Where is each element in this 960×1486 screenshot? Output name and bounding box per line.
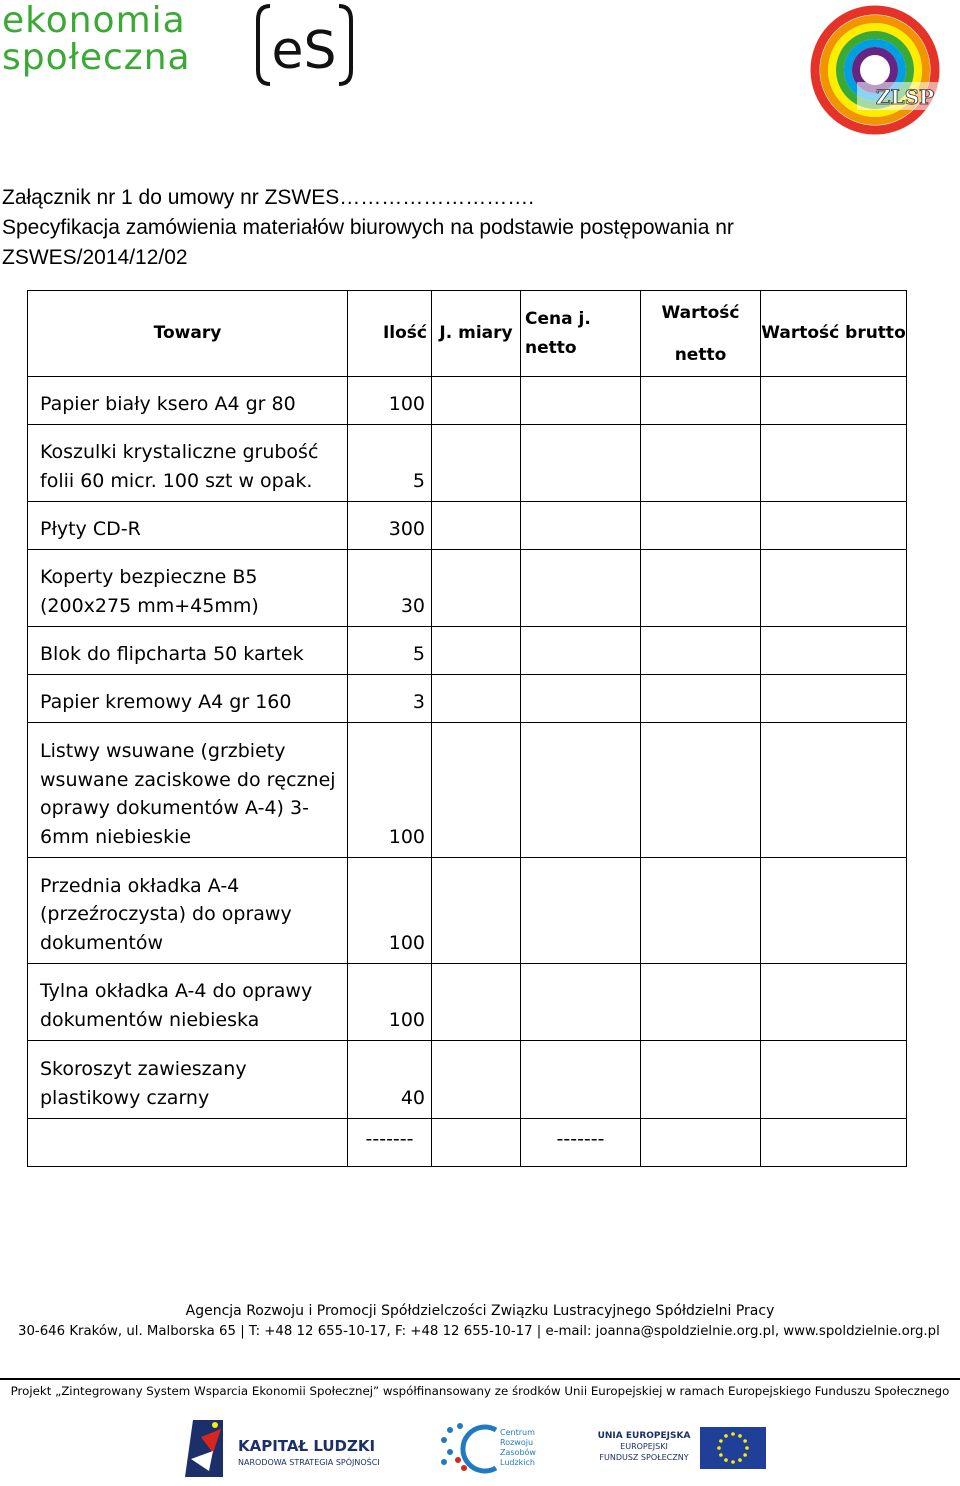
total-dash-cena: -------: [521, 1119, 641, 1167]
specification-table: [27, 290, 907, 1167]
total-cell-name: [28, 1119, 348, 1167]
item-unit-price: [521, 627, 641, 675]
item-unit-price: [521, 550, 641, 627]
kl-line2: NARODOWA STRATEGIA SPÓJNOŚCI: [238, 1458, 380, 1467]
item-name: Koszulki krystaliczne grubość folii 60 micr. 100 szt w opak.: [28, 425, 348, 502]
table-row: [28, 858, 907, 964]
header-wartosc-netto-line1: Wartość: [661, 302, 740, 323]
item-unit: [432, 964, 521, 1041]
header-ilosc: Ilość: [348, 291, 432, 377]
es-mark-icon: [252, 0, 357, 90]
kl-line1: KAPITAŁ LUDZKI: [238, 1437, 376, 1455]
item-quantity: 5: [348, 627, 432, 675]
item-unit-price: [521, 502, 641, 550]
table-row: [28, 675, 907, 723]
eu-star-icon: [738, 1458, 742, 1462]
table-row: [28, 502, 907, 550]
item-unit: [432, 858, 521, 964]
eu-star-icon: [743, 1453, 747, 1457]
item-net-value: [641, 550, 761, 627]
ue-1: UNIA EUROPEJSKA: [598, 1431, 691, 1441]
item-unit: [432, 377, 521, 425]
item-unit: [432, 675, 521, 723]
item-net-value: [641, 377, 761, 425]
item-quantity: 30: [348, 550, 432, 627]
item-gross-value: [761, 1041, 907, 1119]
footer-agency: Agencja Rozwoju i Promocji Spółdzielczości Związku Lustracyjnego Spółdzielni Pracy: [185, 1303, 775, 1319]
item-name: Papier kremowy A4 gr 160: [28, 675, 348, 723]
item-net-value: [641, 425, 761, 502]
eu-logo-icon: [598, 1425, 768, 1470]
item-gross-value: [761, 675, 907, 723]
table-row: [28, 723, 907, 858]
intro-text: [2, 183, 942, 273]
item-unit-price: [521, 377, 641, 425]
logo-line1: ekonomia: [2, 0, 186, 41]
total-dash-qty: -------: [348, 1119, 432, 1167]
item-net-value: [641, 502, 761, 550]
item-net-value: [641, 675, 761, 723]
footer-divider: [0, 1378, 960, 1380]
crzl-3: Zasobów: [500, 1448, 536, 1457]
item-quantity: 100: [348, 858, 432, 964]
item-name: Listwy wsuwane (grzbiety wsuwane zaciskowe do ręcznej oprawy dokumentów A-4) 3-6mm niebieskie: [28, 723, 348, 858]
item-quantity: 40: [348, 1041, 432, 1119]
logo-line2: społeczna: [2, 37, 191, 78]
item-quantity: 100: [348, 964, 432, 1041]
logo-wordmark: [2, 2, 191, 76]
header-wartosc-netto: [641, 291, 761, 377]
item-gross-value: [761, 502, 907, 550]
item-unit-price: [521, 425, 641, 502]
ue-2: EUROPEJSKI: [620, 1442, 668, 1451]
header-towary: Towary: [28, 291, 348, 377]
item-quantity: 5: [348, 425, 432, 502]
table-row: [28, 425, 907, 502]
total-cell-brutto: [761, 1119, 907, 1167]
item-unit-price: [521, 858, 641, 964]
item-gross-value: [761, 550, 907, 627]
crzl-logo-icon: [436, 1420, 546, 1475]
item-net-value: [641, 858, 761, 964]
item-net-value: [641, 627, 761, 675]
item-gross-value: [761, 377, 907, 425]
eu-star-icon: [731, 1460, 735, 1464]
item-name: Płyty CD-R: [28, 502, 348, 550]
crzl-1: Centrum: [500, 1428, 535, 1437]
table-row: [28, 550, 907, 627]
zlsp-logo-icon: [795, 2, 960, 142]
zlsp-text: ZLSP: [875, 85, 935, 109]
item-net-value: [641, 723, 761, 858]
total-cell-netto: [641, 1119, 761, 1167]
total-cell-jm: [432, 1119, 521, 1167]
eu-star-icon: [743, 1439, 747, 1443]
item-unit: [432, 1041, 521, 1119]
item-quantity: 3: [348, 675, 432, 723]
total-row: [28, 1119, 907, 1167]
item-unit-price: [521, 964, 641, 1041]
item-quantity: 300: [348, 502, 432, 550]
item-name: Papier biały ksero A4 gr 80: [28, 377, 348, 425]
item-name: Blok do flipcharta 50 kartek: [28, 627, 348, 675]
eu-star-icon: [745, 1446, 749, 1450]
table-header-row: [28, 291, 907, 377]
ue-3: FUNDUSZ SPOŁECZNY: [599, 1453, 689, 1462]
item-gross-value: [761, 964, 907, 1041]
eu-star-icon: [731, 1432, 735, 1436]
intro-line3: ZSWES/2014/12/02: [2, 246, 188, 269]
ekonomia-spoleczna-logo: [0, 0, 360, 95]
item-unit-price: [521, 1041, 641, 1119]
header-wartosc-netto-line2: netto: [674, 344, 727, 365]
item-quantity: 100: [348, 723, 432, 858]
header-cena: Cena j. netto: [521, 291, 641, 377]
item-unit: [432, 550, 521, 627]
crzl-4: Ludzkich: [500, 1458, 535, 1467]
item-unit: [432, 723, 521, 858]
item-gross-value: [761, 425, 907, 502]
eu-star-icon: [738, 1434, 742, 1438]
item-unit-price: [521, 723, 641, 858]
item-unit: [432, 627, 521, 675]
item-quantity: 100: [348, 377, 432, 425]
header-jm: J. miary: [432, 291, 521, 377]
item-name: Koperty bezpieczne B5 (200x275 mm+45mm): [28, 550, 348, 627]
logo-mark-text: eS: [271, 21, 337, 81]
item-unit: [432, 425, 521, 502]
intro-line1: Załącznik nr 1 do umowy nr ZSWES……………………….: [2, 186, 535, 209]
kapital-ludzki-logo-icon: [183, 1415, 398, 1480]
item-net-value: [641, 964, 761, 1041]
item-net-value: [641, 1041, 761, 1119]
item-gross-value: [761, 627, 907, 675]
footer-address: 30-646 Kraków, ul. Malborska 65 | T: +48 12 655-10-17, F: +48 12 655-10-17 | e-mail: joanna@spoldzielnie.org.pl, www.spoldzielnie.org.pl: [18, 1324, 940, 1339]
eu-star-icon: [717, 1446, 721, 1450]
table-row: [28, 1041, 907, 1119]
eu-star-icon: [719, 1439, 723, 1443]
item-gross-value: [761, 858, 907, 964]
item-name: Przednia okładka A-4 (przeźroczysta) do oprawy dokumentów: [28, 858, 348, 964]
table-row: [28, 627, 907, 675]
table-row: [28, 964, 907, 1041]
crzl-2: Rozwoju: [500, 1438, 534, 1447]
table-row: [28, 377, 907, 425]
eu-star-icon: [719, 1453, 723, 1457]
eu-star-icon: [724, 1434, 728, 1438]
item-gross-value: [761, 723, 907, 858]
item-unit-price: [521, 675, 641, 723]
header-wartosc-brutto: Wartość brutto: [761, 291, 907, 377]
intro-line2: Specyfikacja zamówienia materiałów biurowych na podstawie postępowania nr: [2, 216, 734, 239]
footer-project: Projekt „Zintegrowany System Wsparcia Ekonomii Społecznej” współfinansowany ze środków Unii Europejskiej w ramach Europejskiego Funduszu Społecznego: [10, 1384, 950, 1398]
item-name: Skoroszyt zawieszany plastikowy czarny: [28, 1041, 348, 1119]
item-name: Tylna okładka A-4 do oprawy dokumentów niebieska: [28, 964, 348, 1041]
eu-star-icon: [724, 1458, 728, 1462]
item-unit: [432, 502, 521, 550]
